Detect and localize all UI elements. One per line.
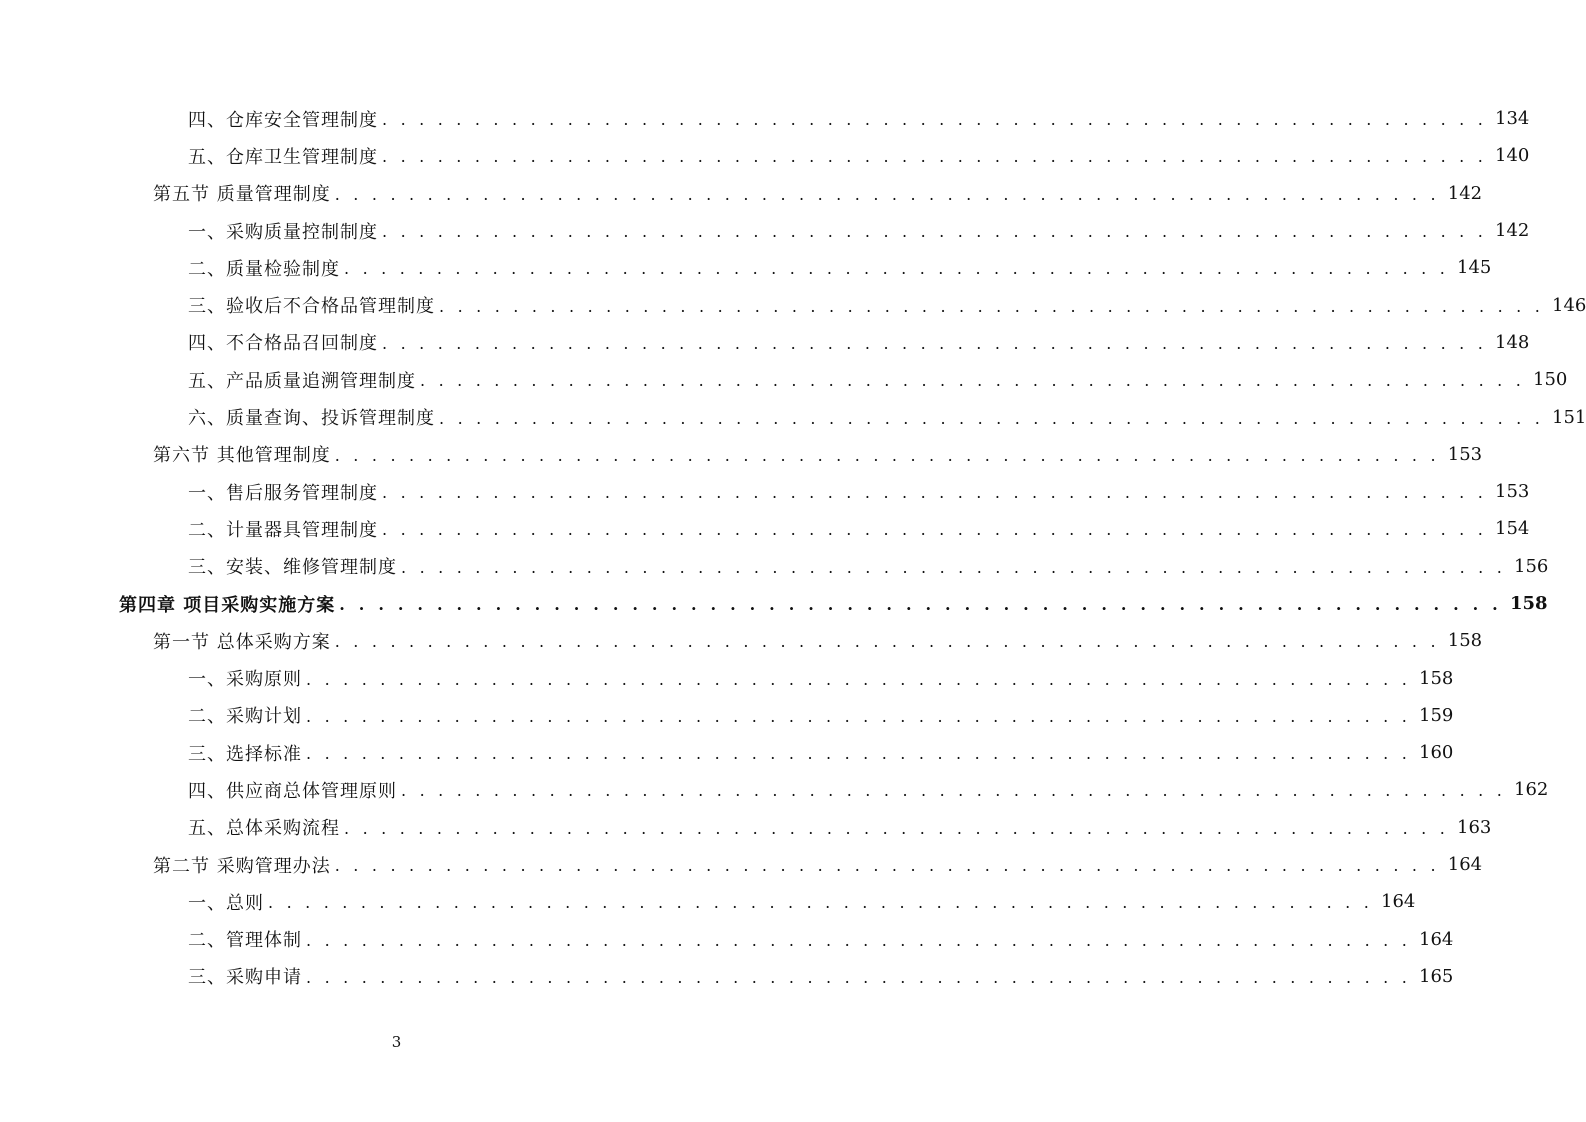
dot-leader: . . . . . . . . . . . . . . . . . . . . . . . . . . . . . . . . . . . . . . . . . . . . . . . . . . . . . . . . . . . . [382,483,1488,503]
toc-entry-title: 五、总体采购流程 [188,818,340,840]
dot-leader: . . . . . . . . . . . . . . . . . . . . . . . . . . . . . . . . . . . . . . . . . . . . . . . . . . . . . . . . . . . . [401,781,1507,801]
dot-leader: . . . . . . . . . . . . . . . . . . . . . . . . . . . . . . . . . . . . . . . . . . . . . . . . . . . . . . . . . . . . [382,147,1488,167]
toc-entry-page: 153 [1495,481,1530,503]
toc-entry-title: 二、计量器具管理制度 [188,519,378,541]
toc-entry[interactable] [0,585,1548,622]
toc-entry-page: 153 [1447,443,1483,465]
toc-entry[interactable] [0,734,1454,771]
toc-entry[interactable] [0,659,1454,696]
toc-entry[interactable] [0,809,1492,846]
toc-entry-title: 一、总则 [188,892,264,914]
toc-entry-page: 145 [1457,257,1492,279]
toc-entry[interactable] [0,249,1492,286]
toc-entry-title: 三、验收后不合格品管理制度 [188,296,435,318]
toc-entry-page: 146 [1552,294,1586,316]
toc-entry-title: 四、供应商总体管理原则 [188,780,397,802]
dot-leader: . . . . . . . . . . . . . . . . . . . . . . . . . . . . . . . . . . . . . . . . . . . . . . . . . . . . . . . . . . . . [334,445,1440,465]
dot-leader: . . . . . . . . . . . . . . . . . . . . . . . . . . . . . . . . . . . . . . . . . . . . . . . . . . . . . . . . . . . . [439,296,1545,316]
page-number: 3 [391,1033,402,1051]
toc-entry[interactable] [0,398,1586,435]
toc-entry-page: 134 [1495,108,1530,130]
toc-entry-page: 164 [1419,928,1454,950]
toc-entry[interactable] [0,212,1530,249]
dot-leader: . . . . . . . . . . . . . . . . . . . . . . . . . . . . . . . . . . . . . . . . . . . . . . . . . . . . . . . . . . . . [382,520,1488,540]
toc-entry-title: 二、管理体制 [188,930,302,952]
dot-leader: . . . . . . . . . . . . . . . . . . . . . . . . . . . . . . . . . . . . . . . . . . . . . . . . . . . . . . . . . . . . [306,669,1412,689]
toc-entry[interactable] [0,436,1483,473]
toc-entry-title: 一、售后服务管理制度 [188,482,378,504]
toc-entry-page: 165 [1419,965,1454,987]
toc-entry-page: 162 [1514,779,1549,801]
toc-entry-title: 三、安装、维修管理制度 [188,557,397,579]
toc-entry-title: 五、产品质量追溯管理制度 [188,370,416,392]
toc-entry-page: 142 [1447,182,1483,204]
toc-entry-title: 第六节 其他管理制度 [153,445,331,467]
dot-leader: . . . . . . . . . . . . . . . . . . . . . . . . . . . . . . . . . . . . . . . . . . . . . . . . . . . . . . . . . . . . [420,371,1526,391]
toc-entry-page: 159 [1419,704,1454,726]
toc-entry-page: 163 [1457,816,1492,838]
toc-entry-page: 156 [1514,555,1549,577]
toc-entry-title: 二、采购计划 [188,706,302,728]
dot-leader: . . . . . . . . . . . . . . . . . . . . . . . . . . . . . . . . . . . . . . . . . . . . . . . . . . . . . . . . . . . . [306,706,1412,726]
toc-entry-title: 二、质量检验制度 [188,258,340,280]
toc-entry[interactable] [0,175,1483,212]
toc-entry[interactable] [0,921,1454,958]
toc-entry[interactable] [0,286,1586,323]
toc-entry-title: 六、质量查询、投诉管理制度 [188,408,435,430]
dot-leader: . . . . . . . . . . . . . . . . . . . . . . . . . . . . . . . . . . . . . . . . . . . . . . . . . . . . . . . . . . . . [382,110,1488,130]
toc-entry-title: 第二节 采购管理办法 [153,855,331,877]
dot-leader: . . . . . . . . . . . . . . . . . . . . . . . . . . . . . . . . . . . . . . . . . . . . . . . . . . . . . . . . . . . . [439,408,1545,428]
toc-entry-page: 150 [1533,369,1568,391]
toc-entry[interactable] [0,846,1483,883]
dot-leader: . . . . . . . . . . . . . . . . . . . . . . . . . . . . . . . . . . . . . . . . . . . . . . . . . . . . . . . . . . . . [306,967,1412,987]
toc-entry[interactable] [0,548,1549,585]
dot-leader: . . . . . . . . . . . . . . . . . . . . . . . . . . . . . . . . . . . . . . . . . . . . . . . . . . . . . . . . . . . . [268,893,1374,913]
toc-entry[interactable] [0,622,1483,659]
toc-entry-title: 一、采购质量控制制度 [188,221,378,243]
dot-leader: . . . . . . . . . . . . . . . . . . . . . . . . . . . . . . . . . . . . . . . . . . . . . . . . . . . . . . . . . . . . [382,222,1488,242]
toc-entry-page: 164 [1447,854,1483,876]
toc-entry[interactable] [0,883,1416,920]
toc-entry-page: 158 [1509,593,1548,614]
toc-entry-page: 164 [1381,891,1416,913]
toc-entry-page: 158 [1447,630,1483,652]
toc-entry[interactable] [0,958,1454,995]
toc-entry[interactable] [0,324,1530,361]
dot-leader: . . . . . . . . . . . . . . . . . . . . . . . . . . . . . . . . . . . . . . . . . . . . . . . . . . . . . . . . . . . . [306,930,1412,950]
toc-entry-title: 第五节 质量管理制度 [153,184,331,206]
toc-entry-page: 140 [1495,145,1530,167]
table-of-contents [0,100,1586,995]
dot-leader: . . . . . . . . . . . . . . . . . . . . . . . . . . . . . . . . . . . . . . . . . . . . . . . . . . . . . . . . . . . . [334,856,1440,876]
toc-entry[interactable] [0,771,1549,808]
dot-leader: . . . . . . . . . . . . . . . . . . . . . . . . . . . . . . . . . . . . . . . . . . . . . . . . . . . . . . . . . . . . [306,744,1412,764]
toc-entry[interactable] [0,137,1530,174]
dot-leader: . . . . . . . . . . . . . . . . . . . . . . . . . . . . . . . . . . . . . . . . . . . . . . . . . . . . . . . . . . . . [344,818,1450,838]
toc-entry-page: 160 [1419,742,1454,764]
toc-entry[interactable] [0,473,1530,510]
toc-entry-page: 148 [1495,331,1530,353]
toc-entry-title: 四、仓库安全管理制度 [188,109,378,131]
dot-leader: . . . . . . . . . . . . . . . . . . . . . . . . . . . . . . . . . . . . . . . . . . . . . . . . . . . . . . . . . . . . [401,557,1507,577]
toc-entry[interactable] [0,100,1530,137]
toc-entry-page: 158 [1419,667,1454,689]
toc-entry[interactable] [0,361,1568,398]
toc-entry-title: 三、采购申请 [188,967,302,989]
toc-entry-title: 五、仓库卫生管理制度 [188,146,378,168]
dot-leader: . . . . . . . . . . . . . . . . . . . . . . . . . . . . . . . . . . . . . . . . . . . . . . . . . . . . . . . . . . . . [382,333,1488,353]
toc-entry-title: 第一节 总体采购方案 [153,631,331,653]
toc-entry-title: 三、选择标准 [188,743,302,765]
dot-leader: . . . . . . . . . . . . . . . . . . . . . . . . . . . . . . . . . . . . . . . . . . . . . . . . . . . . . . . . . . . . [344,259,1450,279]
toc-entry-page: 142 [1495,220,1530,242]
toc-entry[interactable] [0,510,1530,547]
toc-entry-page: 151 [1552,406,1586,428]
toc-entry-title: 一、采购原则 [188,669,302,691]
dot-leader: . . . . . . . . . . . . . . . . . . . . . . . . . . . . . . . . . . . . . . . . . . . . . . . . . . . . . . . . . . . . [339,595,1502,614]
dot-leader: . . . . . . . . . . . . . . . . . . . . . . . . . . . . . . . . . . . . . . . . . . . . . . . . . . . . . . . . . . . . [334,632,1440,652]
toc-entry[interactable] [0,697,1454,734]
toc-entry-title: 第四章 项目采购实施方案 [119,594,336,616]
toc-entry-title: 四、不合格品召回制度 [188,333,378,355]
toc-entry-page: 154 [1495,518,1530,540]
dot-leader: . . . . . . . . . . . . . . . . . . . . . . . . . . . . . . . . . . . . . . . . . . . . . . . . . . . . . . . . . . . . [334,184,1440,204]
